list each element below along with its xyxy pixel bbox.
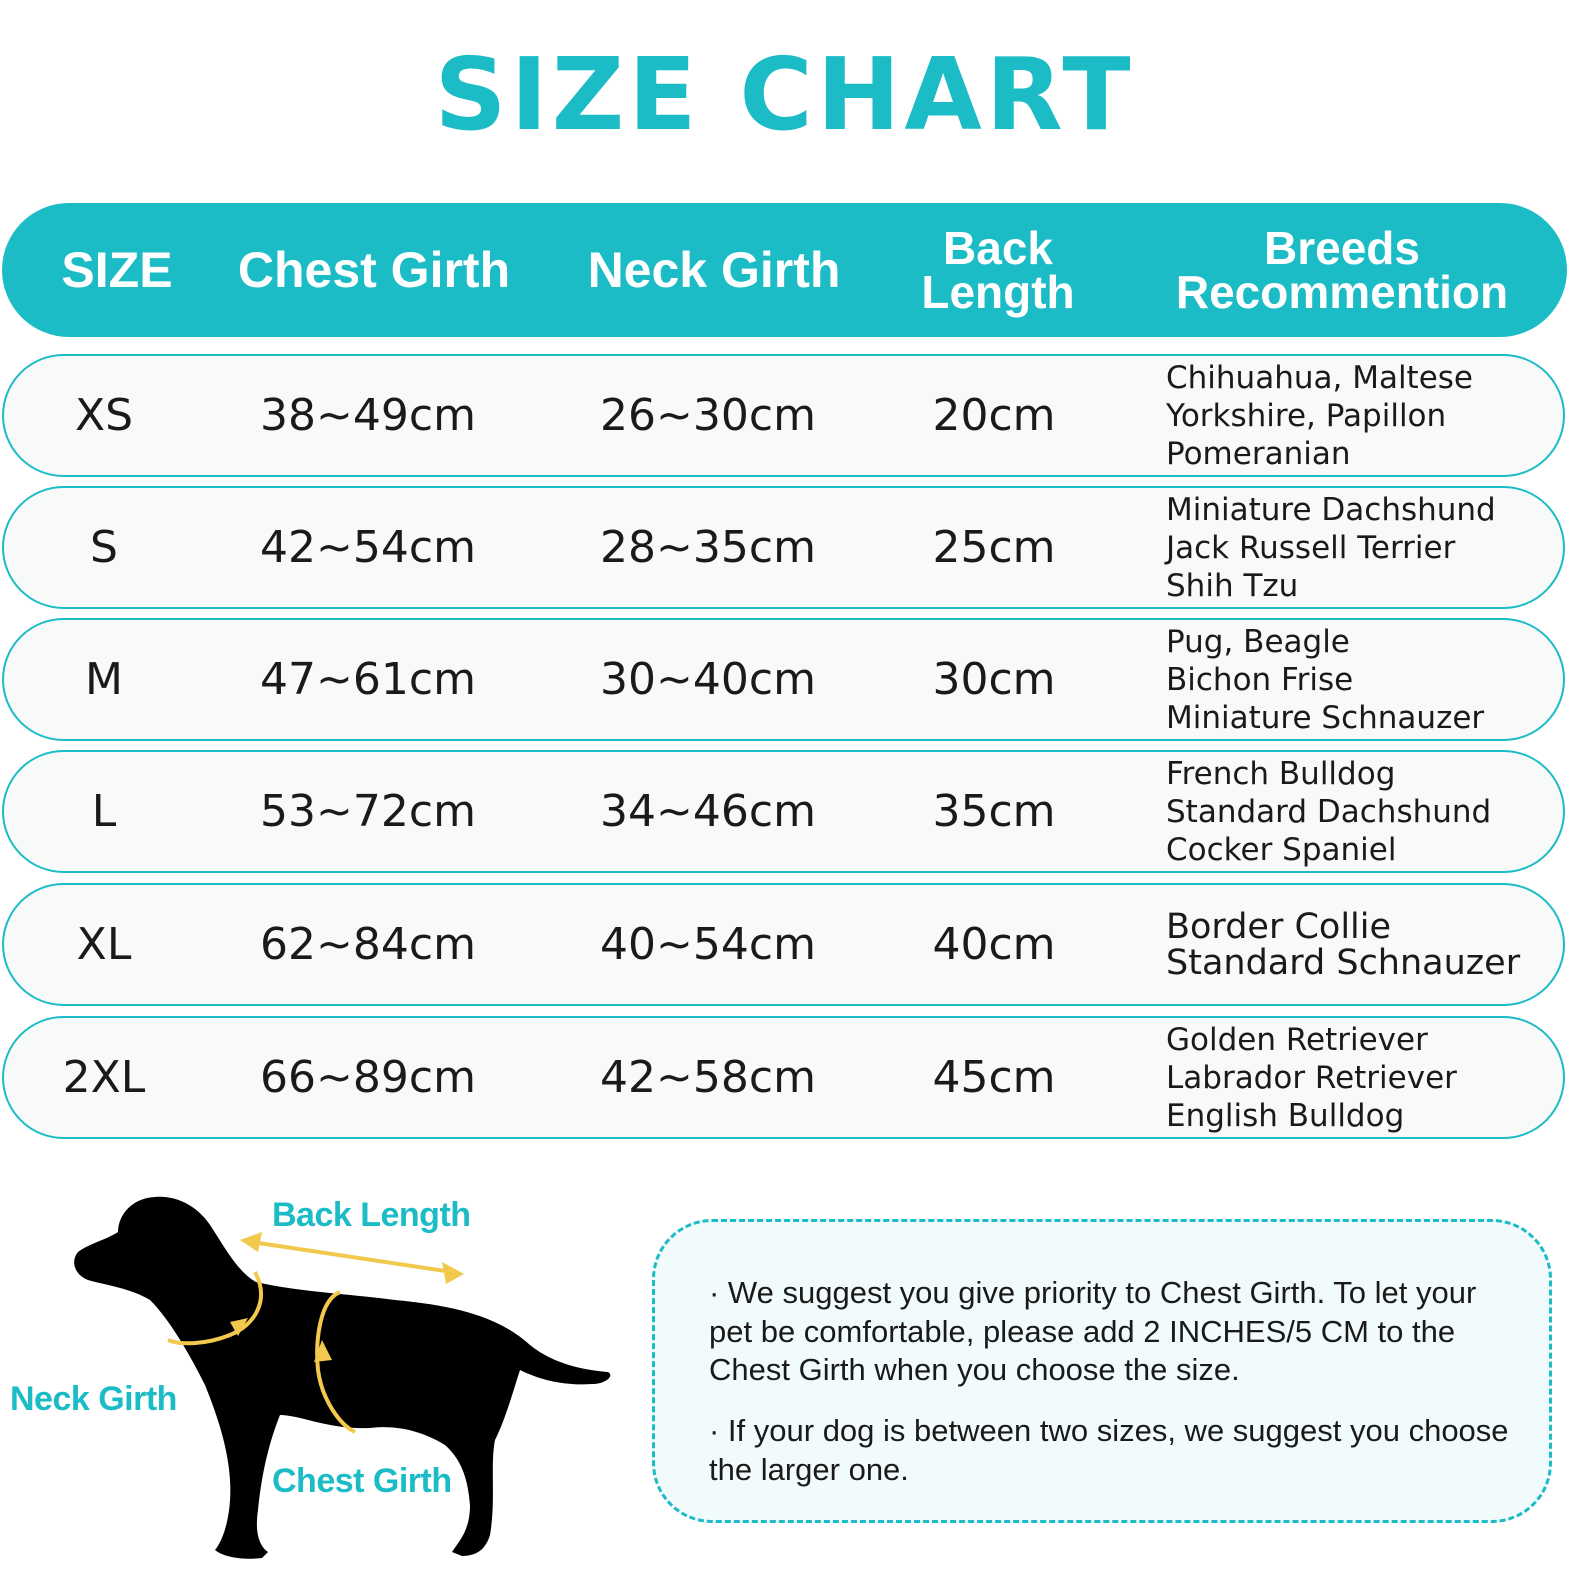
dog-silhouette — [74, 1197, 610, 1559]
breed-name: Golden Retriever — [1166, 1021, 1428, 1058]
back-length-cell: 40cm — [932, 919, 1056, 970]
breeds-cell — [1166, 488, 1561, 607]
column-back-length — [888, 203, 1108, 337]
neck-girth-label: Neck Girth — [10, 1380, 177, 1418]
breeds-cell — [1166, 752, 1561, 871]
size-cell: 2XL — [62, 1052, 146, 1103]
breeds-cell — [1166, 1018, 1561, 1137]
table-row — [2, 354, 1565, 477]
chest-girth-cell: 62~84cm — [260, 919, 476, 970]
table-header — [2, 203, 1567, 337]
breed-name: Standard Dachshund — [1166, 793, 1492, 830]
column-breeds-line-2: Recommention — [1175, 266, 1509, 318]
table-row — [2, 750, 1565, 873]
breed-name: Cocker Spaniel — [1166, 831, 1397, 868]
back-length-cell: 25cm — [932, 522, 1056, 573]
breed-name: Miniature Dachshund — [1166, 491, 1496, 528]
size-cell: XS — [74, 390, 134, 441]
breed-name: Bichon Frise — [1166, 661, 1354, 698]
chest-girth-label: Chest Girth — [272, 1462, 452, 1500]
back-length-cell: 30cm — [932, 654, 1056, 705]
breed-name: French Bulldog — [1166, 755, 1396, 792]
column-chest-girth: Chest Girth — [237, 242, 511, 298]
column-breeds-line-1: Breeds — [1264, 222, 1420, 274]
column-size: SIZE — [61, 242, 173, 298]
breed-name: Miniature Schnauzer — [1166, 699, 1485, 736]
size-cell: M — [85, 654, 123, 705]
breed-name: Yorkshire, Papillon — [1166, 397, 1447, 434]
size-cell: XL — [76, 919, 132, 970]
chest-girth-cell: 38~49cm — [260, 390, 476, 441]
chest-girth-cell: 42~54cm — [260, 522, 476, 573]
breed-name: English Bulldog — [1166, 1097, 1405, 1134]
size-cell: L — [91, 786, 117, 837]
sizing-tips-box — [652, 1219, 1552, 1523]
breed-name: Chihuahua, Maltese — [1166, 359, 1474, 396]
neck-girth-cell: 28~35cm — [600, 522, 816, 573]
breed-name: Pomeranian — [1166, 435, 1351, 472]
breed-name: Border Collie — [1166, 906, 1392, 947]
breed-name: Jack Russell Terrier — [1166, 529, 1456, 566]
chest-girth-cell: 66~89cm — [260, 1052, 476, 1103]
breeds-cell — [1166, 356, 1561, 475]
back-length-label: Back Length — [272, 1196, 471, 1234]
table-row — [2, 1016, 1565, 1139]
back-length-cell: 45cm — [932, 1052, 1056, 1103]
table-row — [2, 883, 1565, 1006]
breed-name: Labrador Retriever — [1166, 1059, 1457, 1096]
column-back-length-line-2: Length — [921, 266, 1075, 318]
neck-girth-cell: 40~54cm — [600, 919, 816, 970]
neck-girth-cell: 34~46cm — [600, 786, 816, 837]
chest-girth-cell: 53~72cm — [260, 786, 476, 837]
neck-girth-cell: 42~58cm — [600, 1052, 816, 1103]
column-breeds — [1152, 203, 1532, 337]
table-row — [2, 618, 1565, 741]
column-neck-girth: Neck Girth — [587, 242, 841, 298]
back-length-arrow — [240, 1232, 464, 1284]
breed-name: Shih Tzu — [1166, 567, 1299, 604]
tip-chest-girth: · We suggest you give priority to Chest Girth. To let your pet be comfortable, please add 2 INCHES/5 CM to the Chest Girth when you choose the size. — [709, 1275, 1477, 1387]
breed-name: Pug, Beagle — [1166, 623, 1350, 660]
neck-girth-cell: 26~30cm — [600, 390, 816, 441]
neck-girth-cell: 30~40cm — [600, 654, 816, 705]
tip-between-sizes: · If your dog is between two sizes, we suggest you choose the larger one. — [709, 1413, 1509, 1487]
back-length-cell: 20cm — [932, 390, 1056, 441]
back-length-cell: 35cm — [932, 786, 1056, 837]
breed-name: Standard Schnauzer — [1166, 942, 1521, 983]
chest-girth-cell: 47~61cm — [260, 654, 476, 705]
breeds-cell — [1166, 885, 1561, 1004]
size-cell: S — [90, 522, 118, 573]
dog-diagram — [0, 1180, 640, 1569]
breeds-cell — [1166, 620, 1561, 739]
table-row — [2, 486, 1565, 609]
page-title: SIZE CHART — [434, 36, 1135, 153]
column-back-length-line-1: Back — [943, 222, 1053, 274]
